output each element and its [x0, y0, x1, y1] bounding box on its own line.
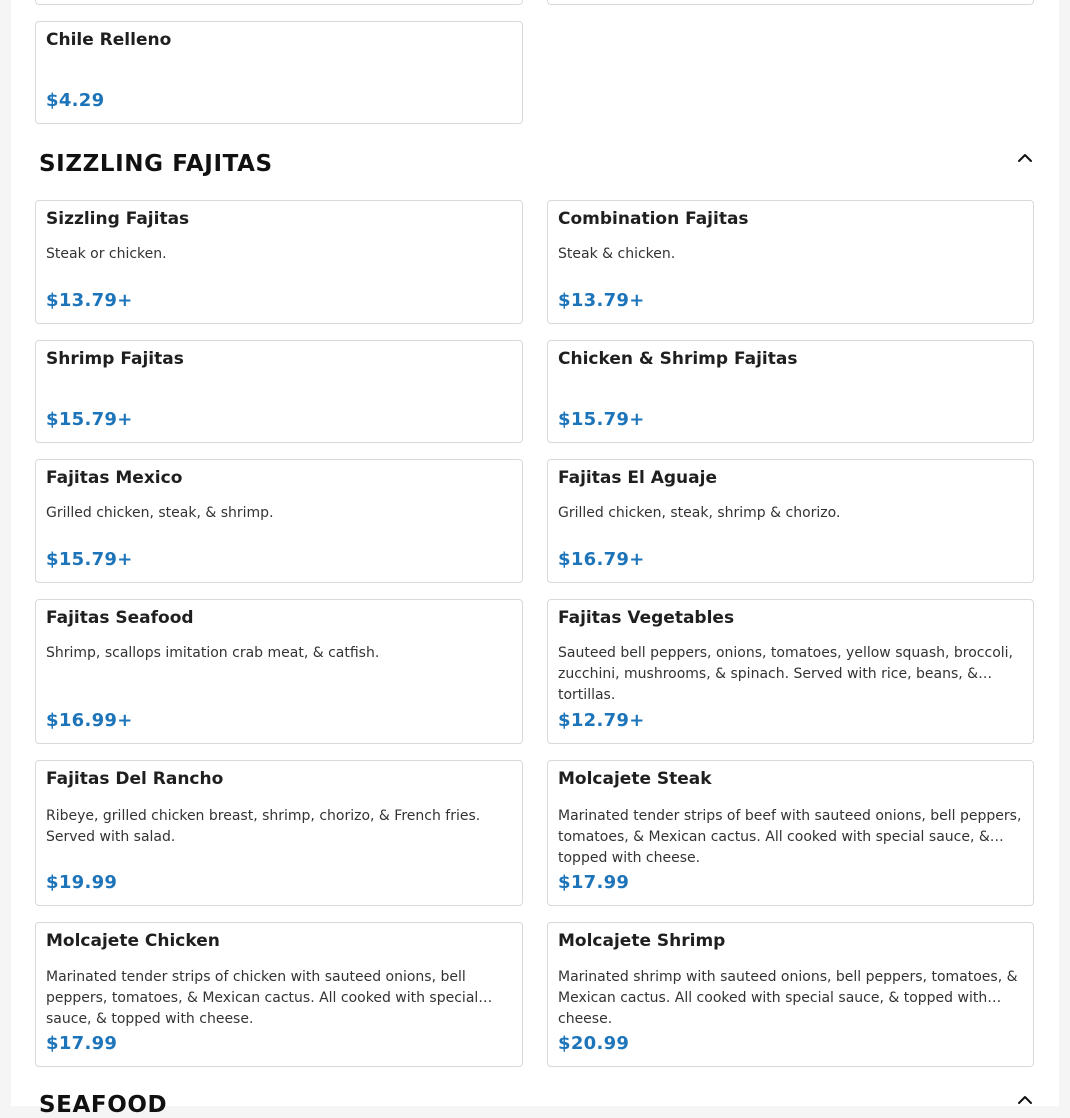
menu-item-name: Fajitas Seafood	[46, 608, 194, 628]
menu-item-description: Steak & chicken.	[558, 246, 676, 262]
menu-item-card[interactable]	[35, 599, 523, 744]
menu-item-price: $15.79+	[46, 409, 133, 430]
menu-item-price: $15.79+	[558, 409, 645, 430]
menu-item-name: Chicken & Shrimp Fajitas	[558, 349, 798, 369]
menu-item-card[interactable]	[35, 459, 523, 583]
menu-item-price: $4.29	[46, 90, 105, 111]
menu-item-price: $17.99	[46, 1033, 118, 1054]
menu-item-name: Molcajete Shrimp	[558, 931, 726, 951]
menu-item-description: Marinated tender strips of beef with sauteed onions, bell peppers, tomatoes, & Mexican cactus. All cooked with special sauce, & topped with cheese.	[558, 808, 1022, 866]
menu-item-description: Shrimp, scallops imitation crab meat, & catfish.	[46, 645, 380, 661]
menu-item-description: Grilled chicken, steak, shrimp & chorizo.	[558, 505, 841, 521]
menu-item-card[interactable]	[35, 922, 523, 1067]
menu-item-description: Grilled chicken, steak, & shrimp.	[46, 505, 274, 521]
section-title: SIZZLING FAJITAS	[39, 151, 273, 177]
menu-item-price: $16.79+	[558, 549, 645, 570]
menu-item-card-partial[interactable]	[547, 0, 1034, 5]
menu-item-price: $17.99	[558, 872, 630, 893]
menu-item-description: Steak or chicken.	[46, 246, 167, 262]
menu-item-name: Chile Relleno	[46, 30, 172, 50]
menu-item-card-partial[interactable]	[35, 0, 523, 5]
menu-item-name: Fajitas Vegetables	[558, 608, 735, 628]
chevron-up-icon[interactable]	[1015, 148, 1035, 168]
menu-item-name: Combination Fajitas	[558, 209, 749, 229]
menu-item-card[interactable]	[547, 922, 1034, 1067]
menu-item-price: $15.79+	[46, 549, 133, 570]
menu-item-name: Fajitas Mexico	[46, 468, 183, 488]
menu-item-card[interactable]	[35, 340, 523, 443]
menu-item-name: Fajitas El Aguaje	[558, 468, 717, 488]
menu-item-price: $12.79+	[558, 710, 645, 731]
menu-item-name: Molcajete Steak	[558, 769, 712, 789]
menu-item-card[interactable]	[547, 459, 1034, 583]
section-title: SEAFOOD	[39, 1092, 168, 1118]
menu-item-name: Fajitas Del Rancho	[46, 769, 224, 789]
menu-item-price: $16.99+	[46, 710, 133, 731]
menu-item-description: Marinated tender strips of chicken with sauteed onions, bell peppers, tomatoes, & Mexican cactus. All cooked with special sauce, & topped with cheese.	[46, 969, 479, 1027]
chevron-up-icon[interactable]	[1015, 1090, 1035, 1110]
menu-item-card[interactable]	[547, 200, 1034, 324]
menu-item-price: $20.99	[558, 1033, 630, 1054]
menu-item-description: Ribeye, grilled chicken breast, shrimp, chorizo, & French fries. Served with salad.	[46, 808, 481, 845]
menu-item-name: Shrimp Fajitas	[46, 349, 184, 369]
menu-item-price: $19.99	[46, 872, 118, 893]
menu-item-card[interactable]	[35, 21, 523, 124]
menu-item-card[interactable]	[547, 760, 1034, 906]
menu-page	[11, 0, 1059, 1118]
menu-item-card[interactable]	[547, 599, 1034, 744]
menu-item-price: $13.79+	[558, 290, 645, 311]
menu-item-description: Marinated shrimp with sauteed onions, bell peppers, tomatoes, & Mexican cactus. All cooked with special sauce, & topped with cheese.	[558, 969, 1018, 1027]
menu-item-name: Sizzling Fajitas	[46, 209, 190, 229]
menu-item-card[interactable]	[35, 200, 523, 324]
menu-item-card[interactable]	[35, 760, 523, 906]
menu-item-card[interactable]	[547, 340, 1034, 443]
menu-item-name: Molcajete Chicken	[46, 931, 220, 951]
menu-item-description: Sauteed bell peppers, onions, tomatoes, yellow squash, broccoli, zucchini, mushrooms, & spinach. Served with rice, beans, & tortillas.	[558, 645, 1013, 703]
menu-item-price: $13.79+	[46, 290, 133, 311]
